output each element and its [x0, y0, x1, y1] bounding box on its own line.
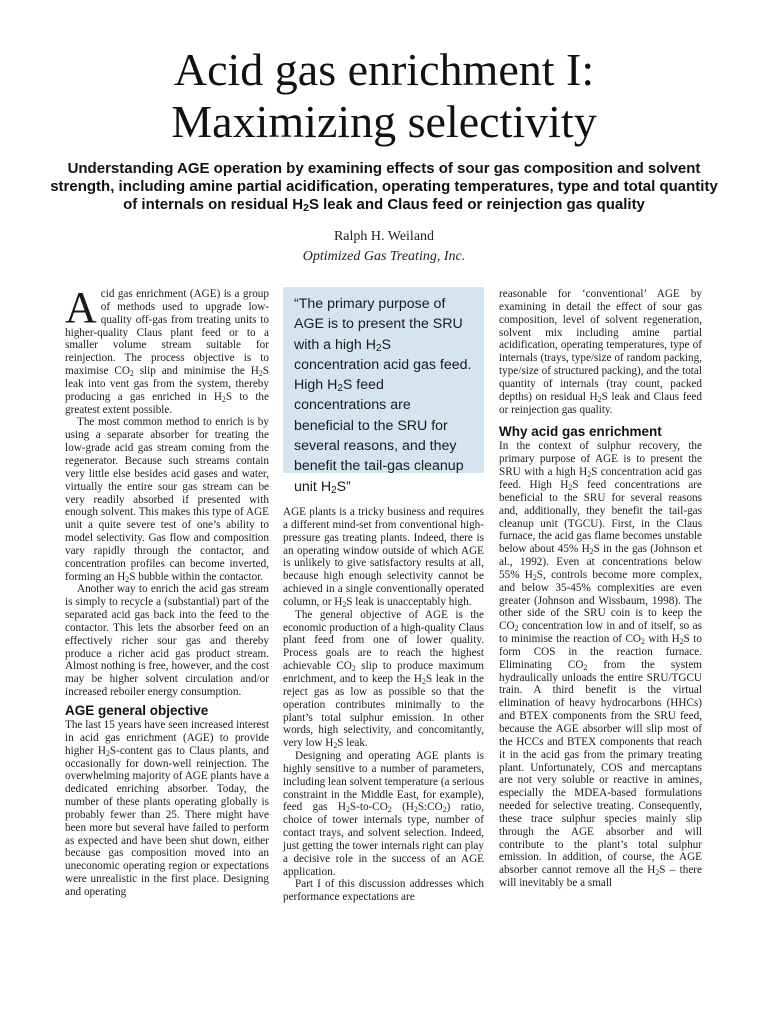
body-paragraph: Another way to enrich the acid gas stream is simply to recycle a (substantial) part of the separated acid gas back into the feed to the contactor. This lets the absorber feed on an effectively richer sour gas and thereby produce a richer acid gas product stream. Almost nothing is free, however, and the cost may be higher solvent circulation and/or increased reboiler energy consumption. [65, 583, 269, 699]
body-paragraph: In the context of sulphur recovery, the primary purpose of AGE is to present the SRU with a high $H_2S$ concentration acid gas feed. High $H_2S$ feed concentrations are beneficial to the SRU for several reasons and, additionally, they benefit the tail-gas cleanup unit (TGCU). First, in the Claus furnace, the acid gas flame becomes unstable below about 45% $H_2S$ in the gas (Johnson et al., 1992). Even at concentrations below 55% $H_2S$, controls become more complex, and below 35-45% complexities are even greater (Johnson and Wissbaum, 1998). The other side of the SRU coin is to keep the $CO_2$ concentration low in and of itself, so as to minimise the reaction of $CO_2$ with $H_2S$ to form COS in the reaction furnace. Eliminating $CO_2$ from the system hydraulically unloads the entire SRU/TGCU train. A third benefit is the virtual elimination of heavy hydrocarbons (HHCs) and BTEX components from the SRU feed, because the AGE absorber will slip most of the HCCs and BTEX components that reach it in the acid gas from the primary treating plant. Unfortunately, COS and mercaptans are not very soluble or reactive in amines, especially the MDEA-based formulations needed for selective treating. Consequently, these trace sulphur species mainly slip through the AGE absorber and will contribute to the plant’s total sulphur emission. In addition, of course, the AGE absorber cannot remove all the $H_2S$ – there will inevitably be a small [499, 440, 702, 890]
body-paragraph: The most common method to enrich is by using a separate absorber for treating the low-grade acid gas stream coming from the regenerator. Because such streams contain very little else besides acid gases and water, virtually the entire sour gas stream can be very readily absorbed if presented with enough solvent. This makes this type of AGE unit a quite severe test of one’s ability to model selectivity. Gas flow and composition vary rapidly through the contactor, and concentration profiles can become inverted, forming an $H_2S$ bubble within the contactor. [65, 416, 269, 584]
section-heading: AGE general objective [65, 703, 209, 718]
author-affiliation: Optimized Gas Treating, Inc. [302, 249, 466, 264]
column-2 [283, 506, 484, 904]
section-heading: Why acid gas enrichment [499, 424, 662, 440]
title-line-1: Acid gas enrichment I: [173, 44, 595, 95]
column-1 [65, 283, 269, 899]
article-title [0, 44, 768, 148]
article-subtitle: Understanding AGE operation by examining effects of sour gas composition and solvent strength, including amine partial acidification, operating temperatures, type and total quantity of internals on residual $H_2S$ leak and Claus feed or reinjection gas quality [50, 160, 718, 214]
body-paragraph: The last 15 years have seen increased interest in acid gas enrichment (AGE) to provide higher $H_2S$-content gas to Claus plants, and occasionally for down-well reinjection. The overwhelming majority of AGE plants have a dedicated enriching absorber. Today, the number of these plants operating globally is probably fewer than 25. There might have been more but several have failed to perform as expected and have been shut down, either because gas composition moved into an uneconomic operating region or expectations were unrealistic in the first place. Designing and operating [65, 719, 269, 898]
title-line-2: Maximizing selectivity [171, 96, 597, 147]
pull-quote: “The primary purpose of AGE is to present the SRU with a high $H_2S$ concentration acid gas feed. High $H_2S$ feed concentrations are beneficial to the SRU for several reasons, and they benefit the tail-gas cleanup unit $H_2S$” [283, 287, 484, 473]
body-paragraph: The general objective of AGE is the economic production of a high-quality Claus plant feed from one of lower quality. Process goals are to reach the highest achievable $CO_2$ slip to produce maximum enrichment, and to keep the $H_2S$ leak in the reject gas as low as possible so that the operation contributes minimally to the plant’s total sulphur emission. In other words, high selectivity, and concomitantly, very low $H_2S$ leak. [283, 608, 484, 751]
column-3 [499, 288, 702, 890]
body-paragraph: Designing and operating AGE plants is highly sensitive to a number of parameters, including lean solvent temperature (a serious constraint in the Middle East, for example), feed gas $H_2S-to-CO_2$ $(H_2S:CO_2)$ ratio, choice of tower internals type, number of contact trays, and solvent selection. Indeed, just getting the tower internals right can play a decisive role in the success of an AGE application. [283, 750, 485, 878]
intro-paragraph: Acid gas enrichment (AGE) is a group of methods used to upgrade low-quality off-gas from treating units to higher-quality Claus plant feed or to a smaller volume stream suitable for reinjection. The process objective is to maximise $CO_2$ slip and minimise the $H_2S$ leak into vent gas from the system, thereby producing a gas enriched in $H_2S$ to the greatest extent possible. [65, 283, 269, 416]
body-paragraph: reasonable for ‘conventional’ AGE by examining in detail the effect of sour gas composition, level of solvent regeneration, solvent mix including amine partial acidification, operating temperatures, type of internals (trays, type/size of random packing, type/size of structured packing), and the total quantity of internals (tray count, packed depths) on residual $H_2S$ leak and Claus feed or reinjection gas quality. [499, 288, 702, 416]
body-paragraph: AGE plants is a tricky business and requires a different mind-set from conventional high-pressure gas treating plants. Indeed, there is an operating window outside of which AGE is unlikely to give satisfactory results at all, because high enough selectivity cannot be achieved in a single conventionally operated column, or $H_2S$ leak is unacceptably high. [283, 506, 484, 609]
author-name: Ralph H. Weiland [333, 229, 435, 244]
drop-cap: A [65, 283, 97, 332]
body-paragraph: Part I of this discussion addresses which performance expectations are [283, 878, 484, 904]
